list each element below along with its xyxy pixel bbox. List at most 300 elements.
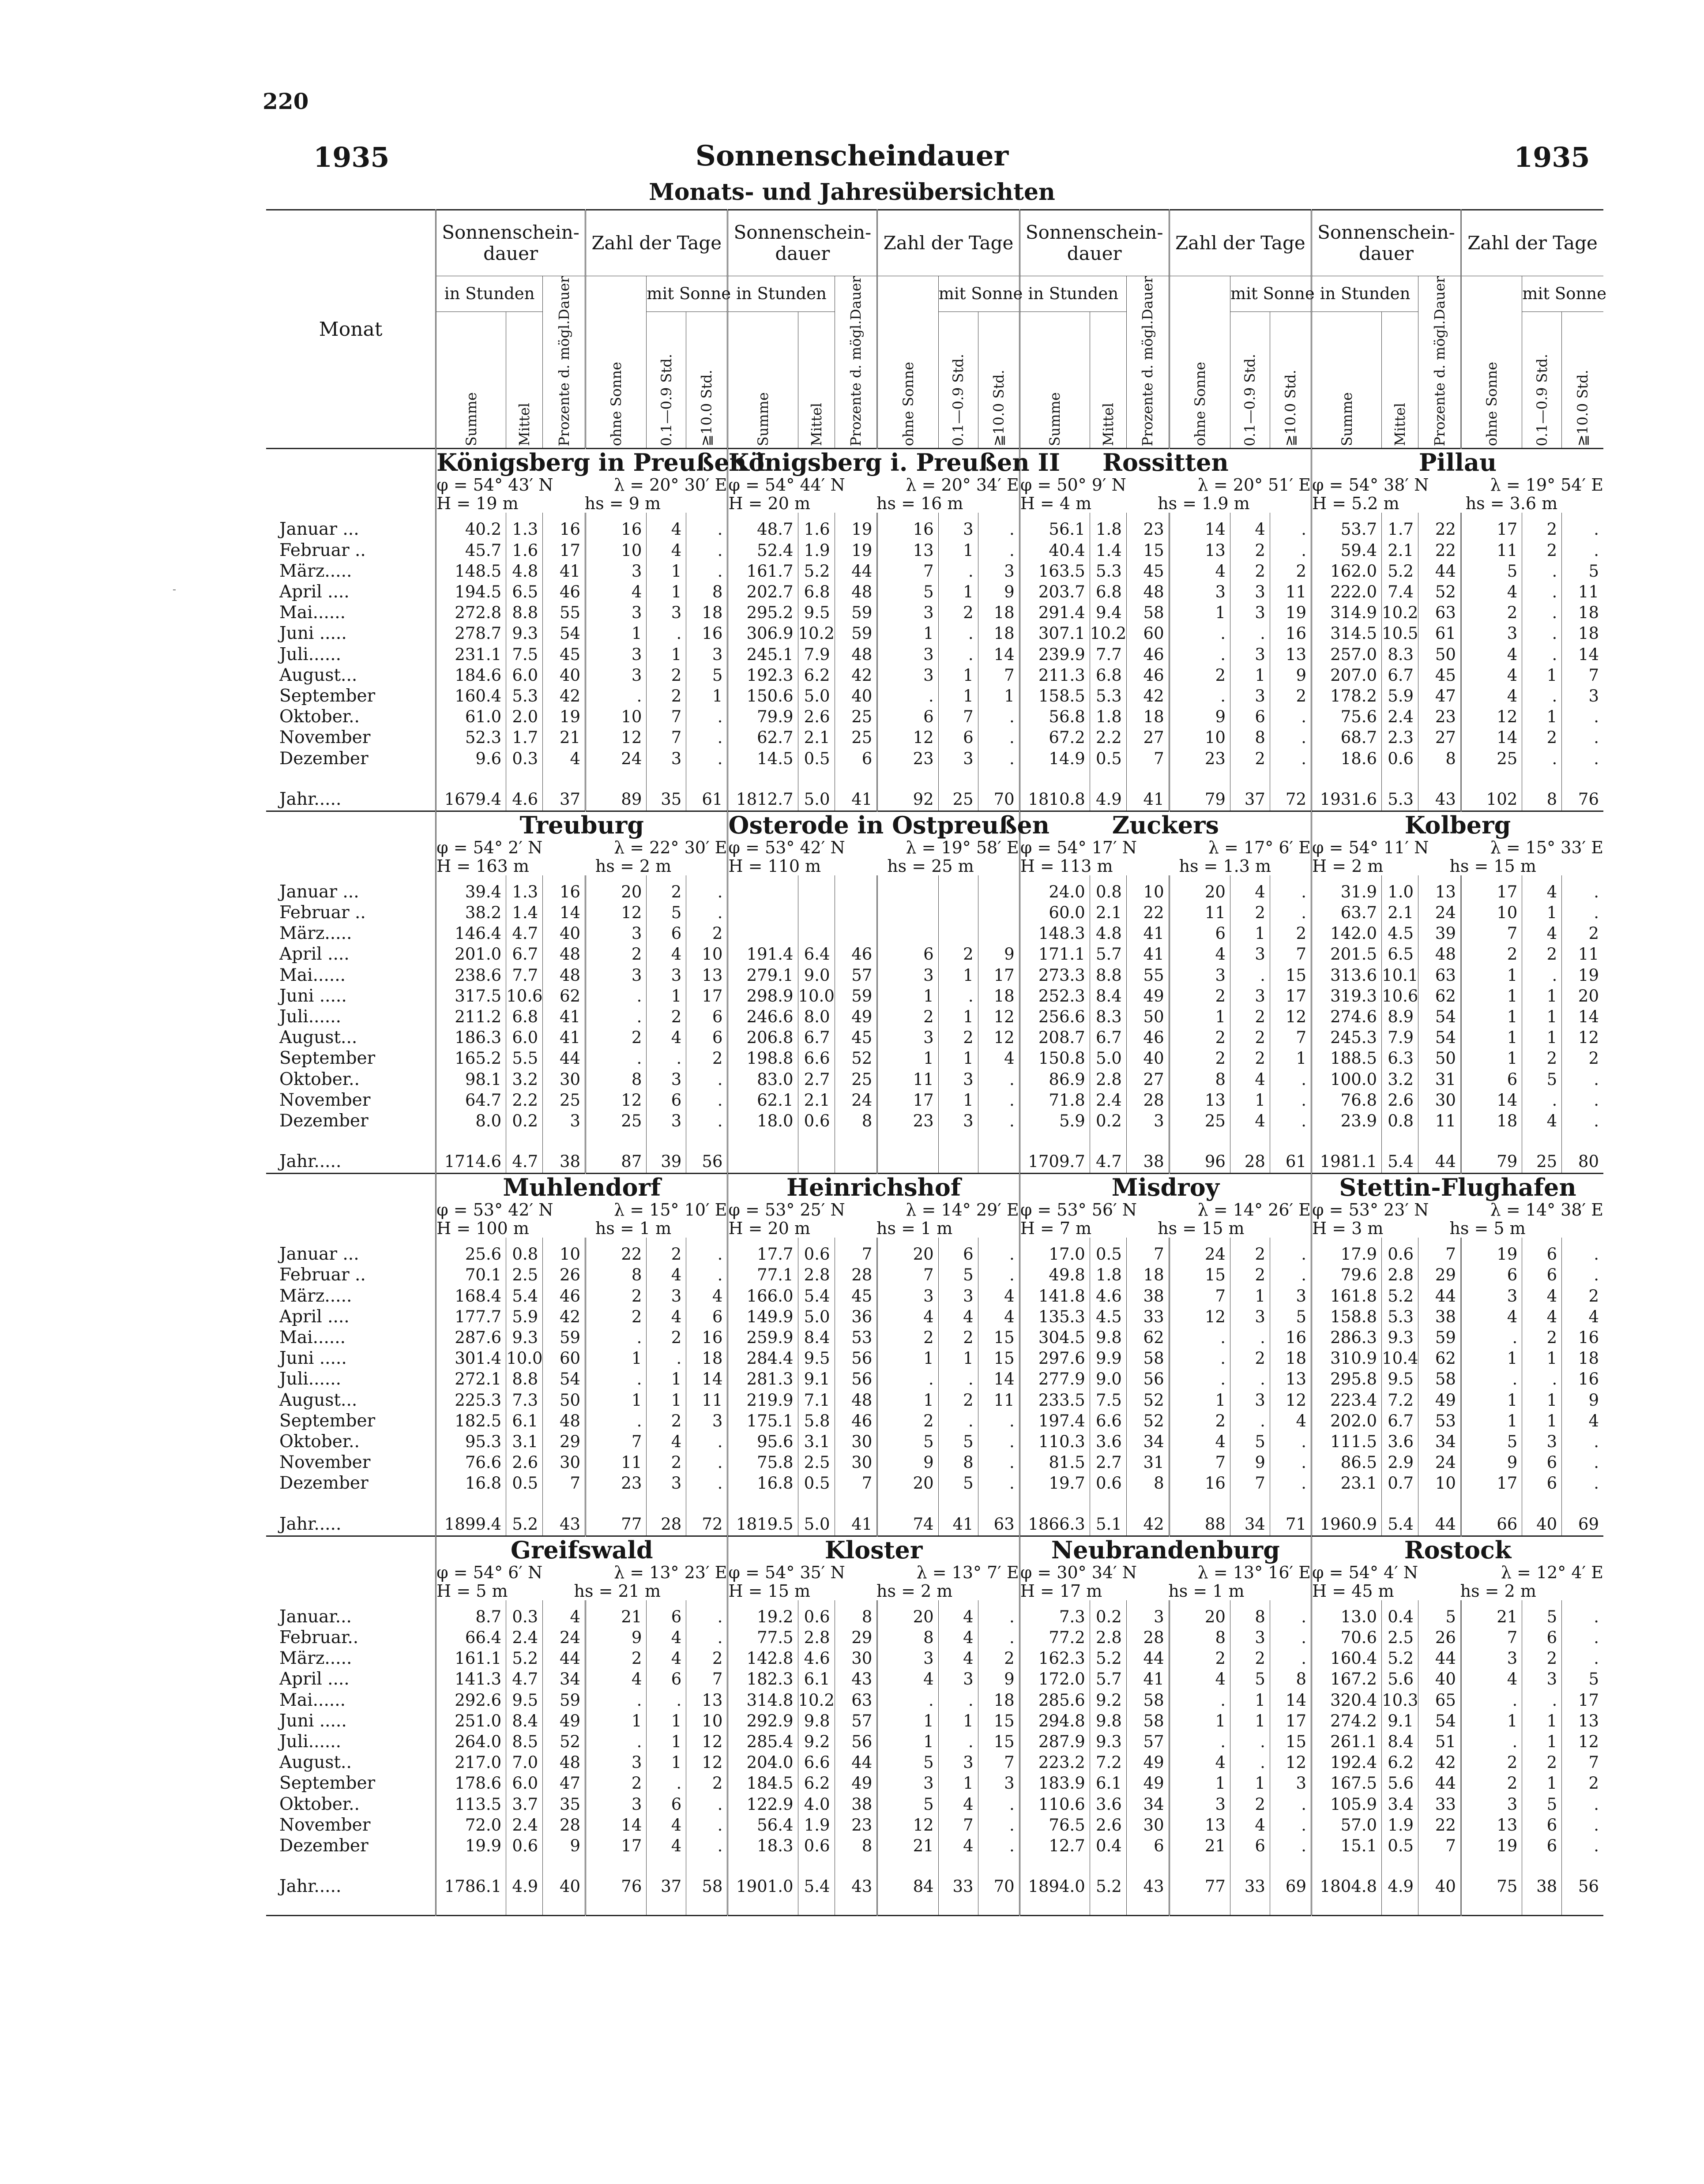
table-footer <box>1090 1898 1126 1915</box>
station-height: H = 20 m <box>728 1219 811 1238</box>
table-cell: 9.3 <box>1090 1731 1126 1752</box>
no-sun-label: ohne Sonne <box>1191 362 1208 447</box>
days-01-09-header <box>647 311 686 449</box>
table-cell: 256.6 <box>1019 1006 1090 1027</box>
in-hours-header: in Stunden <box>728 276 835 312</box>
table-cell: 3 <box>1230 986 1270 1006</box>
table-cell: 175.1 <box>728 1411 798 1431</box>
table-cell: 21 <box>1169 1835 1230 1856</box>
table-cell: 7.5 <box>506 644 543 665</box>
row-gap <box>1418 1494 1461 1513</box>
table-cell: 2 <box>586 1648 647 1669</box>
percent-label: Prozente d. mögl.Dauer <box>1431 276 1448 447</box>
year-total-cell: 1709.7 <box>1019 1151 1090 1174</box>
table-cell: 0.8 <box>506 1238 543 1265</box>
table-footer <box>1270 1898 1311 1915</box>
table-cell: 2.6 <box>1090 1815 1126 1835</box>
table-cell: 40.4 <box>1019 540 1090 561</box>
table-footer <box>938 1898 978 1915</box>
table-cell: 15 <box>978 1711 1019 1731</box>
table-cell: . <box>1594 1090 1599 1110</box>
table-cell: 7.1 <box>798 1390 835 1411</box>
table-cell: 3 <box>1230 582 1270 602</box>
instrument-height: hs = 16 m <box>876 494 963 514</box>
days-01-09-label: 0.1—0.9 Std. <box>1241 353 1259 447</box>
table-cell: 2.2 <box>506 1090 543 1111</box>
station-name: Pillau <box>1312 449 1604 476</box>
sum-header-label: Summe <box>1338 392 1355 447</box>
table-cell: 4 <box>1169 1752 1230 1773</box>
table-cell: . <box>1522 686 1562 706</box>
table-cell: . <box>586 1731 647 1752</box>
row-gap <box>1019 1131 1090 1151</box>
table-cell: 13 <box>686 1690 728 1711</box>
table-cell: 50 <box>1126 1006 1169 1027</box>
station-coordinates <box>728 476 1019 513</box>
instrument-height: hs = 3.6 m <box>1465 494 1558 514</box>
table-cell: 272.1 <box>436 1369 506 1389</box>
row-gap <box>1382 1131 1418 1151</box>
table-cell: 9 <box>1270 665 1311 686</box>
table-cell: 26 <box>1418 1627 1461 1648</box>
station-coordinates <box>436 1201 728 1238</box>
table-cell: 23 <box>1418 706 1461 727</box>
table-footer <box>543 1898 586 1915</box>
table-cell: 2 <box>1522 1048 1562 1069</box>
table-cell: . <box>1270 1627 1311 1648</box>
table-cell: 2 <box>686 1648 728 1669</box>
table-cell: 6.6 <box>1090 1411 1126 1431</box>
station-name: Stettin-Flughafen <box>1312 1174 1604 1201</box>
table-cell: 1.9 <box>798 540 835 561</box>
table-cell: 2 <box>1588 924 1599 943</box>
table-cell: 17.9 <box>1312 1238 1382 1265</box>
table-cell: 0.3 <box>506 748 543 769</box>
table-cell: 36 <box>835 1306 877 1327</box>
year-total-cell: 41 <box>835 788 877 811</box>
days-10-label: ≧10.0 Std. <box>698 369 715 447</box>
month-label: August... <box>266 665 436 686</box>
table-cell: 8 <box>877 1627 938 1648</box>
table-cell: . <box>938 1369 978 1389</box>
table-cell: 7 <box>1418 1835 1461 1856</box>
table-cell: . <box>1594 1474 1599 1493</box>
table-cell: 2 <box>1461 944 1522 964</box>
year-total-cell: 56 <box>686 1151 728 1174</box>
table-cell: 1 <box>1461 1390 1522 1411</box>
table-cell: 2 <box>1230 748 1270 769</box>
table-cell: . <box>1594 1111 1599 1131</box>
table-cell: 3.4 <box>1382 1794 1418 1815</box>
table-cell: 21 <box>586 1600 647 1627</box>
table-cell: 46 <box>1126 1027 1169 1048</box>
row-gap <box>798 1856 835 1876</box>
sunshine-duration-header: Sonnenschein- dauer <box>1312 210 1461 276</box>
table-cell: 59.4 <box>1312 540 1382 561</box>
table-cell: 3 <box>938 1069 978 1090</box>
table-cell: 3 <box>647 1069 686 1090</box>
table-cell: 23 <box>835 1815 877 1835</box>
table-cell: 14 <box>1461 727 1522 748</box>
table-cell: 24 <box>586 748 647 769</box>
year-total-cell: 44 <box>1418 1513 1461 1536</box>
table-cell: 17 <box>1578 1690 1599 1710</box>
table-cell: 14.5 <box>728 748 798 769</box>
row-gap <box>978 1856 1019 1876</box>
table-cell: 1 <box>586 623 647 644</box>
table-cell: 2 <box>586 1773 647 1794</box>
table-cell: 6 <box>1461 1069 1522 1090</box>
table-cell: 51 <box>1418 1731 1461 1752</box>
table-cell: 54 <box>1418 1027 1461 1048</box>
year-total-cell: 4.9 <box>506 1876 543 1898</box>
table-cell: 45 <box>835 1286 877 1306</box>
with-sun-header: mit Sonne <box>938 276 1019 312</box>
table-cell: 4 <box>1461 686 1522 706</box>
percent-header <box>543 276 586 449</box>
table-cell: 25 <box>835 706 877 727</box>
year-total-cell <box>978 1151 1019 1174</box>
table-cell: 2.7 <box>798 1069 835 1090</box>
row-gap <box>266 1856 436 1876</box>
table-cell: 313.6 <box>1312 965 1382 986</box>
table-cell: 184.5 <box>728 1773 798 1794</box>
year-total-cell: 25 <box>938 788 978 811</box>
table-cell: 2.4 <box>506 1627 543 1648</box>
table-cell: 1.4 <box>506 902 543 923</box>
table-cell: 6 <box>1522 1238 1562 1265</box>
table-cell: 3 <box>938 1669 978 1689</box>
table-cell: 54 <box>543 623 586 644</box>
table-cell: . <box>1522 644 1562 665</box>
month-label: April .... <box>266 1306 436 1327</box>
table-cell: 7 <box>1126 748 1169 769</box>
table-cell: 7 <box>1126 1238 1169 1265</box>
table-cell: 48 <box>543 965 586 986</box>
table-cell: 4 <box>1461 1306 1522 1327</box>
row-gap <box>1169 1494 1230 1513</box>
table-cell: 6 <box>1169 923 1230 944</box>
year-total-cell: 5.4 <box>1382 1513 1418 1536</box>
table-cell: 1 <box>647 1731 686 1752</box>
table-cell: . <box>938 623 978 644</box>
year-total-cell: 5.1 <box>1090 1513 1126 1536</box>
table-cell: 0.6 <box>798 1111 835 1131</box>
instrument-height: hs = 1 m <box>1168 1581 1245 1601</box>
table-cell: 30 <box>835 1452 877 1473</box>
row-gap <box>1562 1494 1603 1513</box>
table-cell: 2 <box>1230 561 1270 582</box>
table-cell: 4 <box>1522 1111 1562 1131</box>
table-cell: 0.5 <box>1382 1835 1418 1856</box>
table-cell: 2 <box>1169 1648 1230 1669</box>
table-cell: 75.6 <box>1312 706 1382 727</box>
table-cell: 38 <box>1418 1306 1461 1327</box>
table-cell: 3 <box>938 513 978 540</box>
table-cell: 142.0 <box>1312 923 1382 944</box>
table-cell: 6 <box>647 1669 686 1689</box>
table-cell: 2 <box>1588 1774 1599 1793</box>
table-cell: . <box>686 748 728 769</box>
latitude: φ = 50° 9′ N <box>1020 475 1126 495</box>
table-cell: 8 <box>835 1111 877 1131</box>
row-gap <box>266 769 436 788</box>
table-cell: 3.6 <box>1090 1794 1126 1815</box>
year-total-cell: 5.2 <box>506 1513 543 1536</box>
table-cell: 4 <box>647 1815 686 1835</box>
table-cell: 320.4 <box>1312 1690 1382 1711</box>
table-cell: 0.6 <box>1090 1473 1126 1494</box>
table-cell: 9 <box>978 1669 1019 1689</box>
table-cell: 3 <box>1230 1390 1270 1411</box>
table-cell: 55 <box>543 602 586 623</box>
table-cell: 1 <box>938 582 978 602</box>
table-footer <box>1126 1898 1169 1915</box>
row-gap <box>686 1494 728 1513</box>
table-cell: 61 <box>1418 623 1461 644</box>
table-cell: 11 <box>1169 902 1230 923</box>
table-cell: 25.6 <box>436 1238 506 1265</box>
month-label: Oktober.. <box>266 1069 436 1090</box>
table-cell: 7 <box>586 1431 647 1452</box>
table-cell: 13 <box>686 965 728 986</box>
table-cell: 17 <box>1461 1473 1522 1494</box>
table-cell: 46 <box>835 944 877 964</box>
table-cell: 8 <box>1126 1473 1169 1494</box>
table-cell: 23 <box>1126 513 1169 540</box>
table-cell: . <box>1594 1649 1599 1668</box>
table-cell: 3 <box>1230 602 1270 623</box>
table-cell: 3 <box>1230 1627 1270 1648</box>
year-right: 1935 <box>1514 141 1590 173</box>
table-cell: . <box>877 1369 938 1389</box>
table-cell: 12 <box>586 727 647 748</box>
year-total-cell: 44 <box>1418 1151 1461 1174</box>
table-cell: 75.8 <box>728 1452 798 1473</box>
table-cell: 12 <box>1461 706 1522 727</box>
row-gap <box>1230 1856 1270 1876</box>
table-cell: 48 <box>1126 582 1169 602</box>
station-name: Kolberg <box>1312 811 1604 838</box>
table-cell: . <box>647 623 686 644</box>
table-cell: . <box>938 986 978 1006</box>
row-gap <box>1418 769 1461 788</box>
longitude: λ = 13° 16′ E <box>1197 1562 1311 1582</box>
table-cell: 4 <box>1230 1815 1270 1835</box>
month-label: Juli...... <box>266 1006 436 1027</box>
table-cell: 310.9 <box>1312 1348 1382 1369</box>
table-cell: 12 <box>877 1815 938 1835</box>
table-cell: 3 <box>877 1027 938 1048</box>
year-total-cell: 1804.8 <box>1312 1876 1382 1898</box>
table-footer <box>1230 1898 1270 1915</box>
month-label: Dezember <box>266 748 436 769</box>
table-cell: 4 <box>1522 875 1562 902</box>
table-footer <box>728 1898 798 1915</box>
month-spacer <box>266 449 436 513</box>
year-total-cell <box>728 1151 798 1174</box>
table-cell <box>798 923 835 944</box>
table-cell: 42 <box>543 1306 586 1327</box>
table-cell: 217.0 <box>436 1752 506 1773</box>
table-cell: 9 <box>543 1835 586 1856</box>
year-total-cell: 43 <box>1126 1876 1169 1898</box>
table-cell: 54 <box>1418 1006 1461 1027</box>
table-cell: 274.2 <box>1312 1711 1382 1731</box>
table-cell: 5 <box>877 1752 938 1773</box>
table-cell: 7 <box>543 1473 586 1494</box>
table-cell: 4 <box>1461 582 1522 602</box>
mean-header <box>1382 311 1418 449</box>
year-total-cell: 1810.8 <box>1019 788 1090 811</box>
year-total-cell: 71 <box>1270 1513 1311 1536</box>
row-gap <box>728 769 798 788</box>
table-cell: 18 <box>978 1690 1019 1711</box>
table-cell: 19 <box>1461 1835 1522 1856</box>
table-cell: 2 <box>1230 1238 1270 1265</box>
table-cell: 52.3 <box>436 727 506 748</box>
station-coordinates <box>728 1563 1019 1600</box>
table-cell: 113.5 <box>436 1794 506 1815</box>
table-cell: 4 <box>1588 1411 1599 1430</box>
table-cell: 62.1 <box>728 1090 798 1111</box>
year-total-cell: 74 <box>877 1513 938 1536</box>
table-cell: 9 <box>1230 1452 1270 1473</box>
table-cell: 13.0 <box>1312 1600 1382 1627</box>
row-gap <box>1312 1856 1382 1876</box>
table-cell: 50 <box>1418 644 1461 665</box>
table-cell: 1 <box>1169 1773 1230 1794</box>
row-gap <box>266 1131 436 1151</box>
row-gap <box>835 1856 877 1876</box>
row-gap <box>798 1494 835 1513</box>
longitude: λ = 15° 10′ E <box>614 1200 727 1220</box>
longitude: λ = 19° 58′ E <box>906 837 1019 857</box>
row-gap <box>877 769 938 788</box>
table-cell: 1 <box>586 1348 647 1369</box>
table-cell: 70.1 <box>436 1265 506 1285</box>
table-cell: . <box>1169 623 1230 644</box>
table-cell: 65 <box>1418 1690 1461 1711</box>
table-cell: 2.4 <box>1382 706 1418 727</box>
table-cell: 18 <box>1578 603 1599 623</box>
month-label: Juni ..... <box>266 1348 436 1369</box>
table-cell: 16 <box>1270 623 1311 644</box>
table-cell: 7 <box>1418 1238 1461 1265</box>
station-coordinates <box>1019 1201 1311 1238</box>
row-gap <box>1169 1856 1230 1876</box>
table-cell: 6.1 <box>506 1411 543 1431</box>
station-name: Misdroy <box>1019 1174 1311 1201</box>
no-sun-header <box>1461 276 1522 449</box>
table-cell: 12 <box>877 727 938 748</box>
month-label: März..... <box>266 1286 436 1306</box>
row-gap <box>1522 1856 1562 1876</box>
table-cell: 1 <box>1230 1690 1270 1711</box>
table-cell: . <box>686 1431 728 1452</box>
table-cell: 5.2 <box>506 1648 543 1669</box>
table-cell: 44 <box>1418 1286 1461 1306</box>
table-cell: 12 <box>1578 1732 1599 1751</box>
table-cell: 7.2 <box>1382 1390 1418 1411</box>
month-label: Oktober.. <box>266 1431 436 1452</box>
latitude: φ = 53° 42′ N <box>728 837 845 857</box>
table-cell: 9.5 <box>798 1348 835 1369</box>
table-cell: 3 <box>647 748 686 769</box>
table-cell: 44 <box>835 1752 877 1773</box>
table-cell: 4 <box>1461 665 1522 686</box>
table-cell: 2 <box>1169 1027 1230 1048</box>
table-cell: 5 <box>938 1473 978 1494</box>
table-cell: . <box>1270 1238 1311 1265</box>
table-cell: 18 <box>1578 1349 1599 1368</box>
table-cell: 245.1 <box>728 644 798 665</box>
table-cell: 33 <box>1418 1794 1461 1815</box>
table-cell: 314.8 <box>728 1690 798 1711</box>
table-cell: 2 <box>1522 727 1562 748</box>
table-cell: . <box>1270 1794 1311 1815</box>
table-cell: 3 <box>1270 1773 1311 1794</box>
row-gap <box>877 1856 938 1876</box>
station-height: H = 20 m <box>728 494 811 514</box>
table-cell: 3 <box>978 561 1019 582</box>
table-cell: 18 <box>1578 624 1599 643</box>
latitude: φ = 54° 38′ N <box>1312 475 1429 495</box>
row-gap <box>1522 1494 1562 1513</box>
row-gap <box>1230 769 1270 788</box>
table-cell: 8 <box>835 1600 877 1627</box>
mean-header-label: Mittel <box>808 403 825 447</box>
days-01-09-label: 0.1—0.9 Std. <box>950 353 967 447</box>
table-cell: 6.5 <box>506 582 543 602</box>
table-cell: 86.5 <box>1312 1452 1382 1473</box>
table-cell: 2 <box>938 602 978 623</box>
table-cell: 1 <box>1461 1348 1522 1369</box>
table-cell: 10 <box>1126 875 1169 902</box>
table-cell: 201.5 <box>1312 944 1382 964</box>
table-cell: 2 <box>647 1452 686 1473</box>
days-count-header: Zahl der Tage <box>1169 210 1311 276</box>
station-name: Königsberg i. Preußen II <box>728 448 1060 477</box>
instrument-height: hs = 9 m <box>584 494 661 514</box>
table-cell: 7 <box>938 706 978 727</box>
year-total-cell: 58 <box>686 1876 728 1898</box>
table-cell: 15 <box>1270 965 1311 986</box>
table-cell <box>877 875 938 902</box>
table-cell: 5 <box>877 582 938 602</box>
table-cell: 7 <box>686 1669 728 1689</box>
table-cell: 23.1 <box>1312 1473 1382 1494</box>
table-cell: 56 <box>835 1348 877 1369</box>
table-cell: 314.9 <box>1312 602 1382 623</box>
table-cell: 4 <box>938 1627 978 1648</box>
table-cell: 285.6 <box>1019 1690 1090 1711</box>
table-cell: 2.5 <box>1382 1627 1418 1648</box>
table-cell: 8.8 <box>1090 965 1126 986</box>
table-cell: 13 <box>1270 1369 1311 1389</box>
table-cell: 14 <box>543 902 586 923</box>
table-cell: 4 <box>1230 875 1270 902</box>
table-cell: 10.0 <box>798 986 835 1006</box>
table-cell: 1.9 <box>798 1815 835 1835</box>
table-cell: 25 <box>1169 1111 1230 1131</box>
table-cell: 14 <box>978 644 1019 665</box>
station-coordinates <box>1312 838 1604 875</box>
table-cell: 1 <box>1270 1048 1311 1069</box>
table-cell: 30 <box>1126 1815 1169 1835</box>
table-cell: 72.0 <box>436 1815 506 1835</box>
table-cell <box>978 902 1019 923</box>
